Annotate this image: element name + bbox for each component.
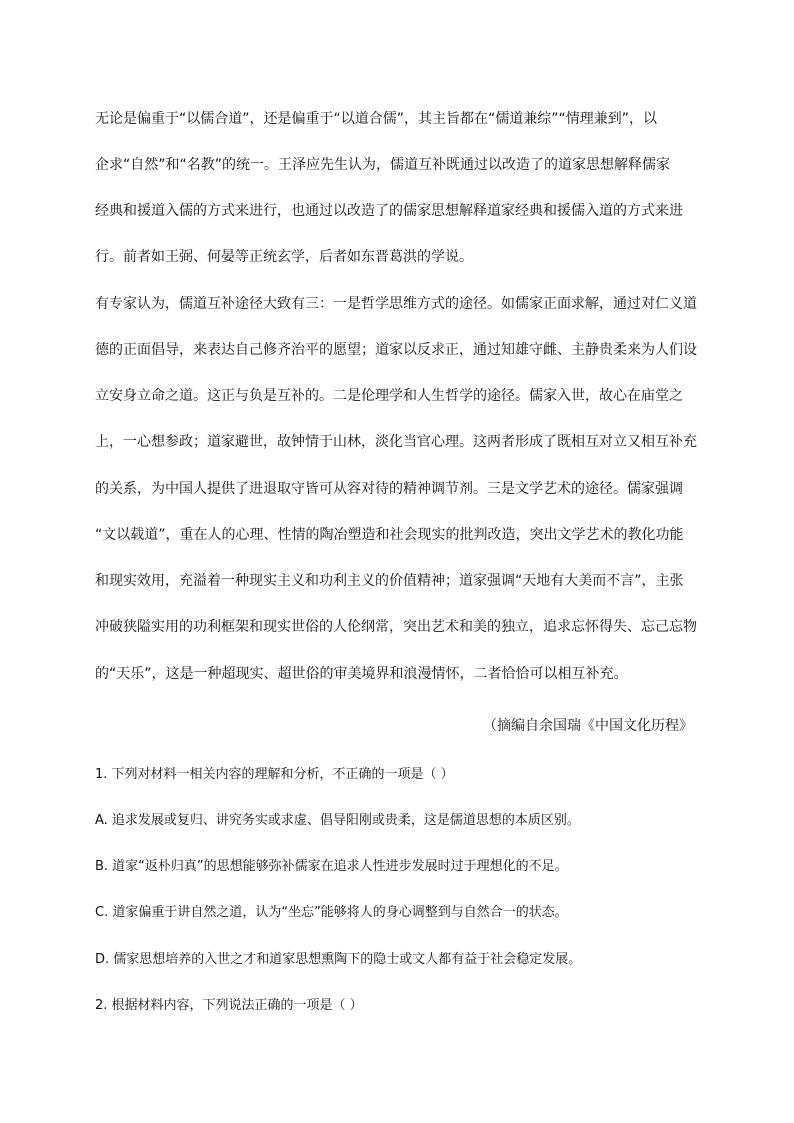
paragraph-line: 企求“自然”和“名教”的统一。王泽应先生认为，儒道互补既通过以改造了的道家思想解释儒家 xyxy=(95,157,671,173)
paragraph-line: “文以载道”，重在人的心理、性情的陶冶塑造和社会现实的批判改造，突出文学艺术的教化功能 xyxy=(95,527,684,543)
option-c: C. 道家偏重于讲自然之道，认为“坐忘”能够将人的身心调整到与自然合一的状态。 xyxy=(95,905,568,920)
question-stem: 1. 下列对材料一相关内容的理解和分析，不正确的一项是（ ） xyxy=(95,767,454,782)
question-stem: 2. 根据材料内容，下列说法正确的一项是（ ） xyxy=(95,998,363,1013)
option-a: A. 追求发展或复归、讲究务实或求虚、倡导阳刚或贵柔，这是儒道思想的本质区别。 xyxy=(95,813,580,828)
option-d: D. 儒家思想培养的入世之才和道家思想熏陶下的隐士或文人都有益于社会稳定发展。 xyxy=(95,952,582,967)
paragraph-line: 的关系，为中国人提供了进退取守皆可从容对待的精神调节剂。三是文学艺术的途径。儒家强调 xyxy=(95,481,683,497)
paragraph-line: 上，一心想参政；道家避世，故钟情于山林，淡化当官心理。这两者形成了既相互对立又相互补充 xyxy=(95,434,697,450)
paragraph-line: 的“天乐”，这是一种超现实、超世俗的审美境界和浪漫情怀，二者恰恰可以相互补充。 xyxy=(95,666,628,682)
source-citation: （摘编自余国瑞《中国文化历程》 xyxy=(483,718,693,734)
paragraph-line: 德的正面倡导，来表达自己修齐治平的愿望；道家以反求正，通过知雄守雌、主静贵柔来为人们设 xyxy=(95,342,697,358)
paragraph-line: 立安身立命之道。这正与负是互补的。二是伦理学和人生哲学的途径。儒家入世，故心在庙堂之 xyxy=(95,388,683,404)
option-b: B. 道家“返朴归真”的思想能够弥补儒家在追求人性进步发展时过于理想化的不足。 xyxy=(95,859,568,874)
paragraph-line: 行。前者如王弼、何晏等正统玄学，后者如东晋葛洪的学说。 xyxy=(95,249,473,265)
paragraph-line: 有专家认为，儒道互补途径大致有三：一是哲学思维方式的途径。如儒家正面求解，通过对仁义道 xyxy=(95,296,697,312)
paragraph-line: 冲破狭隘实用的功利框架和现实世俗的人伦纲常，突出艺术和美的独立，追求忘怀得失、忘己忘物 xyxy=(95,619,697,635)
paragraph-line: 无论是偏重于“以儒合道”，还是偏重于“以道合儒”，其主旨都在“儒道兼综”“情理兼到”，以 xyxy=(95,111,658,127)
paragraph-line: 经典和援道入儒的方式来进行，也通过以改造了的儒家思想解释道家经典和援儒入道的方式来进 xyxy=(95,203,683,219)
paragraph-line: 和现实效用，充溢着一种现实主义和功利主义的价值精神；道家强调“天地有大美而不言”，主张 xyxy=(95,573,684,589)
